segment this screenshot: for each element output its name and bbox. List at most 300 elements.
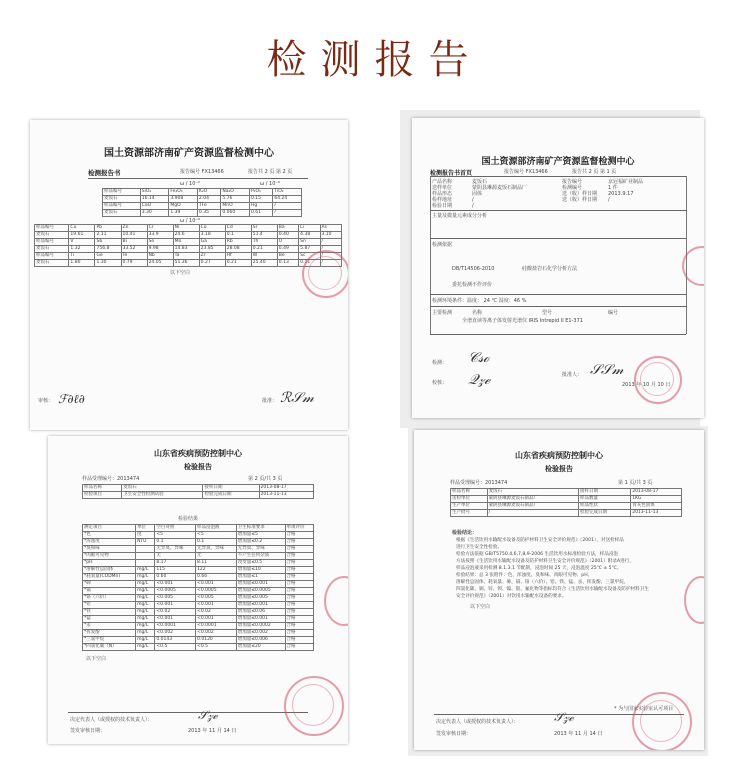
table-cell: 增加量≤0.0005 — [236, 588, 285, 595]
table-cell: 单项评价 — [285, 525, 313, 532]
info-value: / — [608, 197, 610, 203]
table-cell: Co — [199, 225, 225, 232]
table-cell: 合格 — [285, 588, 313, 595]
table-cell: <0.002 — [196, 630, 237, 637]
table-cell: 24.6 — [173, 232, 199, 239]
table-row — [83, 581, 314, 588]
table-cell: 生产批号 — [451, 510, 488, 517]
table-cell: 5.87 — [299, 246, 320, 253]
table-cell: 1KG — [631, 496, 682, 503]
table-cell: 合格 — [285, 623, 313, 630]
method-standard: DB/T14506-2010 — [452, 266, 495, 272]
table-cell: 接样日期 — [578, 489, 630, 496]
table-cell: 3.30 — [140, 210, 169, 217]
table-cell: 0.11 — [299, 260, 320, 267]
table-cell: Cr — [147, 225, 173, 232]
info-label: 报告编号 — [562, 179, 583, 185]
table-row — [451, 496, 682, 503]
report-label: 检测报告书 — [88, 169, 121, 177]
table-cell: 合格 — [285, 560, 313, 567]
table-cell: Fe₂O₃ — [169, 189, 198, 196]
table-cell: *溶解性总固体 — [83, 567, 136, 574]
table-cell: As — [320, 225, 341, 232]
table-cell: 增加量≤0.005 — [236, 595, 285, 602]
table-cell: <0.02 — [155, 609, 196, 616]
table-row — [103, 210, 302, 217]
table-cell: MgO — [169, 203, 198, 210]
info-value: 蒙阴县琳源麦饭石制品厂 — [472, 185, 528, 191]
sample-number: 样品受理编号：2013474 — [450, 480, 508, 486]
table-cell: 麦饭石 — [122, 485, 203, 492]
table-row — [83, 567, 314, 574]
table-cell: <0.001 — [196, 602, 237, 609]
body-line: 根据《生活饮用水输配水设备及防护材料卫生安全评价规范》（2001），对送检样品 — [456, 538, 624, 543]
table-cell: Ge — [95, 253, 121, 260]
table-cell: 增加量≤0.0002 — [236, 623, 285, 630]
table-row — [35, 246, 342, 253]
info-label: 产品名称 — [432, 179, 453, 185]
table-cell — [136, 553, 155, 560]
report-cdc-page-2 — [48, 436, 348, 744]
table-cell: V — [69, 239, 95, 246]
table-cell: 756.8 — [95, 246, 121, 253]
signature: 𝒮𝓏ℯ — [554, 710, 574, 724]
table-cell: <0.0001 — [196, 623, 237, 630]
table-cell: Hg — [249, 203, 272, 210]
table-cell: 麦饭石 — [487, 489, 578, 496]
info-label: 送（收）样日期 — [562, 191, 598, 197]
table-cell: 样品编号 — [103, 203, 141, 210]
body-line: 溶解性总固体、耗氧量、砷、镉、铬（六价）、铅、铁、锰、汞、挥发酚、三氯甲烷、 — [456, 580, 629, 585]
page-info: 报告共 2 页 第 1 页 — [572, 169, 617, 175]
table-row — [451, 510, 682, 517]
table-cell: 样品浸泡液 — [196, 525, 237, 532]
table-cell: *色 — [83, 532, 136, 539]
equipment-header-cell: 名称 — [472, 310, 483, 316]
info-value: 固体 — [472, 191, 483, 197]
table-cell: 样品编号 — [35, 239, 69, 246]
footer-date: 2013 年 11 月 14 日 — [554, 731, 603, 737]
table-cell: mg/L — [136, 567, 155, 574]
table-row — [83, 630, 314, 637]
footer-note: * 为与国家实验室认可项目 — [614, 706, 674, 712]
table-cell: 51.36 — [173, 260, 199, 267]
table-cell: 青灰色固体 — [631, 503, 682, 510]
table-cell: <0.002 — [155, 630, 196, 637]
table-row — [83, 574, 314, 581]
footer-review-label: 审核： — [38, 398, 54, 404]
table-cell: 增加量≤0.001 — [236, 602, 285, 609]
table-cell: 25.40 — [251, 260, 277, 267]
table-cell: Cd — [225, 225, 251, 232]
table-cell: mg/L — [136, 609, 155, 616]
table-cell: 0.0120 — [196, 637, 237, 644]
table-cell: mg/L — [136, 616, 155, 623]
analysis-item: 主量及微量元素成分分析 — [432, 213, 488, 219]
table-cell: mg/L — [136, 644, 155, 651]
table-row — [83, 644, 314, 651]
table-row — [103, 196, 302, 203]
table-cell: 0.27 — [199, 260, 225, 267]
table-cell: 麦饭石 — [35, 246, 69, 253]
footer-representative: 决定代表人（或授权的技术负责人）： — [70, 717, 153, 723]
table-cell: 8.17 — [155, 560, 196, 567]
results-table — [82, 524, 314, 651]
table-cell: Sr — [251, 225, 277, 232]
page-info: 第 1 页/共 3 页 — [618, 480, 653, 486]
table-cell: 增加量≤10 — [236, 567, 285, 574]
table-cell: 检验项目 — [83, 492, 122, 499]
table-cell: 改变量≤0.5 — [236, 560, 285, 567]
reviewer-label: 校核： — [432, 380, 448, 386]
table-cell: 合格 — [285, 602, 313, 609]
equipment-header-cell: 型号 — [542, 310, 553, 316]
body-line: 安全评价规范》（2001）对饮用水输配水设备的要求。 — [456, 594, 567, 599]
table-cell: 样品编号 — [35, 225, 69, 232]
table-cell: Th — [251, 239, 277, 246]
table-cell: 33.52 — [121, 246, 147, 253]
info-value: 2013.9.17 — [608, 191, 634, 197]
table-cell: mg/L — [136, 581, 155, 588]
table-cell: 合格 — [285, 567, 313, 574]
table-cell: mg/L — [136, 574, 155, 581]
approver-label: 批准人： — [562, 372, 583, 378]
signature: ℱ∂ℓ∂ — [58, 392, 85, 406]
table-cell: 64.24 — [273, 196, 302, 203]
table-cell: Sn — [299, 239, 320, 246]
table-cell: mg/L — [136, 637, 155, 644]
signature: 𝒬𝓏ℯ — [468, 372, 491, 388]
report-number: 报告编号 FX13466 — [180, 169, 224, 175]
table-cell: <0.0001 — [155, 623, 196, 630]
table-row — [83, 623, 314, 630]
table-cell: <0.001 — [196, 581, 237, 588]
table-cell: 122 — [196, 567, 237, 574]
table-cell: 0.21 — [225, 260, 251, 267]
info-value: / — [472, 197, 474, 203]
info-value: 京冠福矿业制品 — [608, 179, 644, 185]
table-cell: 合格 — [285, 546, 313, 553]
major-elements-table — [102, 188, 302, 217]
table-cell: 合格 — [285, 595, 313, 602]
table-cell: 检验完成日期 — [578, 510, 630, 517]
table-cell: <0.001 — [155, 602, 196, 609]
signature: 𝒮𝓏ℯ — [198, 708, 218, 722]
table-row — [83, 616, 314, 623]
table-cell: 3.10 — [320, 232, 341, 239]
table-cell: *镉 — [83, 588, 136, 595]
unit-label: ω / 10⁻⁶ — [180, 218, 201, 224]
unit-label: ω / 10⁻² — [180, 181, 201, 187]
table-cell: *铁 — [83, 609, 136, 616]
report-subheader: 检验报告 — [184, 463, 212, 471]
table-cell: Mo — [173, 239, 199, 246]
footer-approve-label: 批准： — [262, 398, 278, 404]
table-cell: 增加量≤0.001 — [236, 581, 285, 588]
institution-header: 山东省疾病预防控制中心 — [515, 451, 603, 460]
table-cell: / — [487, 510, 578, 517]
table-cell: 蒙阴县琳源麦饭石制品厂 — [487, 503, 578, 510]
table-cell: 度 — [136, 532, 155, 539]
table-row — [83, 546, 314, 553]
table-cell: 无 — [155, 553, 196, 560]
report-mineral-page-2 — [30, 120, 348, 430]
table-cell: <0.001 — [155, 581, 196, 588]
institution-header: 山东省疾病预防控制中心 — [154, 449, 242, 458]
table-cell: 测定项目 — [83, 525, 136, 532]
table-cell: 51.4 — [251, 232, 277, 239]
table-cell: 无异臭、异味 — [196, 546, 237, 553]
table-cell: Ti — [69, 253, 95, 260]
table-cell: 样品编号 — [35, 253, 69, 260]
table-cell: Zr — [199, 253, 225, 260]
basis-label: 检验结论： — [452, 530, 478, 536]
table-row — [83, 637, 314, 644]
signature: 𝒞𝓈ℴ — [468, 350, 490, 366]
table-cell: 0.060 — [221, 210, 250, 217]
institution-header: 国土资源部济南矿产资源监督检测中心 — [481, 157, 635, 167]
footer-issue-date-label: 签发审核日期： — [70, 728, 106, 734]
table-cell: 生产单位 — [451, 503, 488, 510]
table-cell: 接样日期 — [203, 485, 259, 492]
table-cell: 2.11 — [95, 232, 121, 239]
table-cell — [136, 560, 155, 567]
table-cell: Cu — [69, 225, 95, 232]
table-cell: 增加量≤5 — [236, 532, 285, 539]
table-cell: / — [320, 246, 341, 253]
table-row — [83, 532, 314, 539]
table-cell: 19.61 — [69, 232, 95, 239]
table-cell: 增加量≤0.001 — [236, 616, 285, 623]
table-cell: 合格 — [285, 637, 313, 644]
table-cell: 0.40 — [277, 232, 298, 239]
table-cell: 麦饭石 — [35, 232, 69, 239]
table-cell: 合格 — [285, 532, 313, 539]
table-cell: *三氯甲烷 — [83, 637, 136, 644]
page-info: 第 2 页/共 3 页 — [248, 476, 283, 482]
table-cell: Pb — [95, 225, 121, 232]
table-row — [83, 539, 314, 546]
table-cell: *臭和味 — [83, 546, 136, 553]
report-cdc-page-1 — [414, 430, 704, 750]
table-cell: *四氯化碳（N） — [83, 644, 136, 651]
report-number: 报告编号 FX13466 — [504, 169, 548, 175]
table-row — [103, 203, 302, 210]
info-value: / — [472, 203, 474, 209]
table-cell: 0.49 — [277, 246, 298, 253]
table-cell: P₂O₅ — [249, 189, 272, 196]
signature: 𝒮𝒮𝓂 — [590, 362, 624, 378]
table-row — [35, 232, 342, 239]
table-cell: 9.98 — [147, 246, 173, 253]
table-cell: 5.76 — [221, 196, 250, 203]
table-cell: 麦饭石 — [35, 260, 69, 267]
table-cell: / — [273, 203, 302, 210]
info-value: 麦饭石 — [472, 179, 488, 185]
table-cell: 16.14 — [140, 196, 169, 203]
table-row — [83, 560, 314, 567]
table-cell: NTU — [136, 539, 155, 546]
table-cell: 1.39 — [169, 210, 198, 217]
official-seal — [292, 684, 334, 726]
info-label: 送（收）样日期 — [562, 197, 598, 203]
table-cell: Be — [277, 253, 298, 260]
footer-date: 2013 年 11 月 14 日 — [188, 728, 237, 734]
table-cell: K₂O — [197, 189, 220, 196]
table-cell: 合格 — [285, 539, 313, 546]
table-row — [451, 489, 682, 496]
table-cell: *铬（六价） — [83, 595, 136, 602]
conclusion-text: 委托检测不作评价 — [452, 282, 493, 288]
table-cell: 2.04 — [197, 196, 220, 203]
table-cell: / — [320, 253, 341, 260]
table-cell: 0.15 — [249, 196, 272, 203]
body-line: 四氯化碳、铜、锌、钡、镍、银、氟化物等指标均符合《生活饮用水输配水设备及防护材料卫生 — [456, 587, 649, 592]
table-cell: <0.5 — [155, 644, 196, 651]
table-row — [83, 588, 314, 595]
table-cell: 合格 — [285, 644, 313, 651]
table-cell: *浑浊度 — [83, 539, 136, 546]
footer-representative: 决定代表人（或授权的技术负责人）： — [436, 719, 519, 725]
table-cell: 合格 — [285, 574, 313, 581]
table-cell: 样品名称 — [83, 485, 122, 492]
info-label: 送样单位 — [432, 185, 453, 191]
table-cell: / — [320, 239, 341, 246]
table-cell: 1.32 — [69, 246, 95, 253]
table-cell: *耗氧量(CODMn) — [83, 574, 136, 581]
table-cell: 0.1 — [225, 232, 251, 239]
table-cell: MnO — [221, 203, 250, 210]
table-cell: Ta — [173, 253, 199, 260]
body-line: 方法按照《生活饮用水输配水设备及防护材料卫生安全评价规范》（2001）附录A进行， — [456, 559, 634, 564]
end-note: 以下空白 — [170, 270, 191, 276]
table-cell: 0.35 — [197, 210, 220, 217]
table-cell: 样品数量 — [578, 496, 630, 503]
table-cell: 28.08 — [225, 246, 251, 253]
table-cell: 单位 — [136, 525, 155, 532]
body-line: 进行卫生安全性检验。 — [456, 545, 502, 550]
table-cell: 4.38 — [299, 232, 320, 239]
table-row — [35, 253, 342, 260]
table-cell: 合格 — [285, 609, 313, 616]
table-cell: Te — [121, 253, 147, 260]
table-row — [35, 225, 342, 232]
table-cell: 无异臭、异味 — [155, 546, 196, 553]
equipment-header-cell: 主要检测 — [432, 310, 453, 316]
method-name: 硅酸盐岩石化学分析方法 — [522, 266, 578, 272]
body-line: 检验结果：总 3 张附件：色、浑浊度、臭和味、肉眼可见物、pH、 — [456, 573, 593, 578]
report-label: 检测报告书首页 — [430, 170, 473, 177]
table-cell: 0.60 — [155, 574, 196, 581]
info-label: 样品形态 — [432, 191, 453, 197]
table-row — [83, 609, 314, 616]
table-row — [35, 260, 342, 267]
table-row — [83, 553, 314, 560]
sample-number: 样品受理编号：2013474 — [82, 476, 140, 482]
table-cell: 合格 — [285, 630, 313, 637]
info-label: 检样地址 — [432, 197, 453, 203]
environment-conditions: 检测环境条件：温度： 24 ℃ 湿度：46 % — [432, 298, 527, 304]
end-note: 以下空白 — [86, 656, 107, 662]
table-cell: 8.11 — [196, 560, 237, 567]
table-cell: 0.21 — [251, 246, 277, 253]
table-cell: Zn — [121, 225, 147, 232]
table-cell: 2013-08-17 — [259, 485, 314, 492]
table-cell: <0.001 — [196, 616, 237, 623]
table-cell: *锰 — [83, 616, 136, 623]
table-row — [83, 485, 314, 492]
table-cell: *挥发酚 — [83, 630, 136, 637]
table-row — [83, 602, 314, 609]
table-cell: *汞 — [83, 623, 136, 630]
table-cell: 115 — [155, 567, 196, 574]
report-subheader: 检验报告 — [545, 465, 573, 473]
table-cell: 1.80 — [69, 260, 95, 267]
table-cell: 0.79 — [121, 260, 147, 267]
table-cell: Bi — [121, 239, 147, 246]
table-cell: 合格 — [285, 616, 313, 623]
table-cell: mg/L — [136, 595, 155, 602]
page-info: 报告共 2 页 第 2 页 — [248, 169, 293, 175]
body-line: 检验方法依据 GB/T5750.4,6,7,8,9-2006 生活饮用水标准检验方法，样品浸泡 — [456, 552, 619, 557]
table-cell: 0.61 — [249, 210, 272, 217]
table-cell: 增加量≤1 — [236, 574, 285, 581]
table-cell: 增加量≤0.06 — [236, 609, 285, 616]
results-title: 检验结果 — [178, 516, 199, 522]
table-cell: 1.30 — [95, 260, 121, 267]
footer-issue-date-label: 签发审核日期： — [436, 731, 472, 737]
table-cell: 麦饭石 — [103, 210, 141, 217]
table-cell: <0.5 — [196, 644, 237, 651]
table-cell: 增加量≤20 — [236, 644, 285, 651]
trace-elements-table — [34, 224, 342, 267]
table-cell: CaO — [140, 203, 169, 210]
report-date: 2013 年 10 月 10 日 — [622, 382, 671, 388]
table-cell: 3.18 — [199, 232, 225, 239]
sample-info-table — [450, 488, 682, 517]
table-cell: 增加量≤0.2 — [236, 539, 285, 546]
table-cell: 0.0143 — [155, 637, 196, 644]
info-label: 检验日期 — [432, 203, 453, 209]
equipment-header-cell: 编号 — [608, 310, 619, 316]
table-cell: W — [251, 253, 277, 260]
table-cell: U — [277, 239, 298, 246]
end-note: 以下空白 — [470, 604, 491, 610]
table-cell: 无异臭、异味 — [236, 546, 285, 553]
table-cell: mg/L — [136, 602, 155, 609]
table-cell: mg/L — [136, 630, 155, 637]
signature: ℛ𝒮𝓂 — [280, 390, 314, 406]
table-cell: 空白对照 — [155, 525, 196, 532]
official-seal — [308, 256, 342, 290]
table-cell: Hf — [225, 253, 251, 260]
table-cell: 麦饭石 — [103, 196, 141, 203]
body-line: 样品浸泡液采用检测 8.1.3.1 节配制，浸泡时间 25 天，浸泡温度 25℃ ± 5℃。 — [456, 566, 622, 571]
table-cell: <0.02 — [196, 609, 237, 616]
table-cell: Sb — [95, 239, 121, 246]
table-cell: <0.005 — [155, 595, 196, 602]
official-seal — [324, 576, 348, 626]
table-cell: 样品名称 — [451, 489, 488, 496]
table-cell: Sc — [299, 253, 320, 260]
table-cell: Li — [299, 225, 320, 232]
table-cell: / — [320, 260, 341, 267]
table-cell: <0.0005 — [155, 588, 196, 595]
table-row — [103, 189, 302, 196]
table-cell: mg/L — [136, 623, 155, 630]
unit-label: ω / 10⁻⁶ — [260, 181, 281, 187]
table-cell: Nb — [147, 253, 173, 260]
